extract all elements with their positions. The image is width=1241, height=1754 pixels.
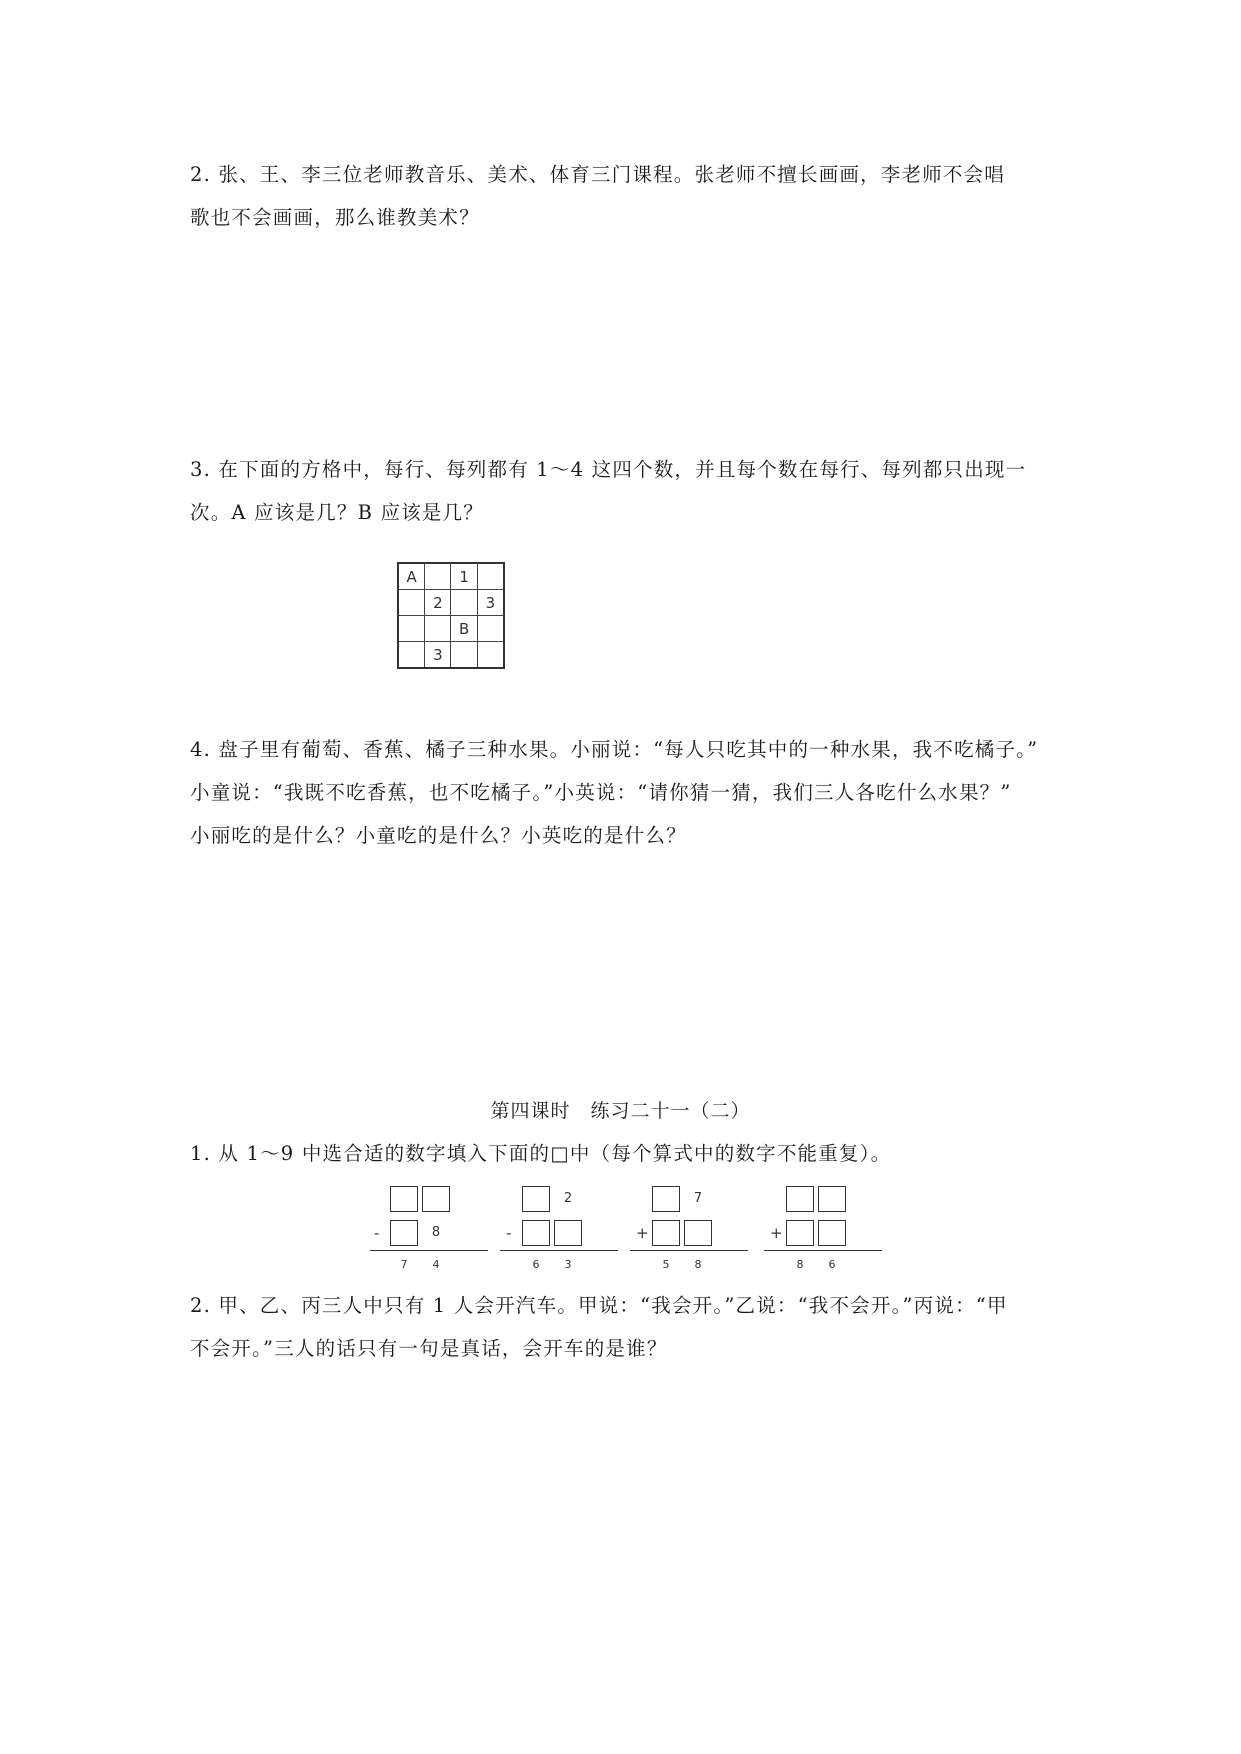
answer-box[interactable] — [422, 1186, 450, 1212]
answer-box[interactable] — [390, 1186, 418, 1212]
result-digit: 8 — [694, 1258, 702, 1271]
grid-cell: B — [451, 616, 477, 642]
grid-cell: 3 — [477, 590, 504, 616]
answer-box[interactable] — [522, 1186, 550, 1212]
grid-cell: 3 — [425, 642, 451, 669]
grid-cell — [398, 642, 425, 669]
grid-cell — [425, 616, 451, 642]
grid-cell — [451, 642, 477, 669]
answer-box[interactable] — [652, 1186, 680, 1212]
operator-sign: + — [770, 1224, 783, 1242]
grid-row — [398, 642, 504, 669]
grid-cell — [398, 616, 425, 642]
s2-text-line-2: 不会开。”三人的话只有一句是真话，会开车的是谁？ — [190, 1337, 668, 1360]
result-digit: 7 — [400, 1258, 408, 1271]
result-digit: 3 — [564, 1258, 572, 1271]
given-digit: 8 — [431, 1225, 441, 1240]
q2-text-line-2: 歌也不会画画，那么谁教美术？ — [190, 206, 480, 229]
answer-box[interactable] — [684, 1220, 712, 1246]
result-digit: 8 — [796, 1258, 804, 1271]
result-digit: 5 — [662, 1258, 670, 1271]
operator-sign: + — [636, 1224, 649, 1242]
grid-cell: 2 — [425, 590, 451, 616]
grid-cell — [398, 590, 425, 616]
s1-text: 1. 从 1～9 中选合适的数字填入下面的□中（每个算式中的数字不能重复）。 — [190, 1142, 892, 1165]
s2-text-line-1: 2. 甲、乙、丙三人中只有 1 人会开汽车。甲说：“我会开。”乙说：“我不会开。”丙说：“甲 — [190, 1294, 1008, 1317]
answer-box[interactable] — [786, 1220, 814, 1246]
grid-cell — [477, 563, 504, 590]
grid-cell: 1 — [451, 563, 477, 590]
arithmetic-puzzle-4 — [764, 1186, 884, 1278]
answer-box[interactable] — [652, 1220, 680, 1246]
sum-line — [370, 1250, 488, 1251]
grid-cell — [477, 642, 504, 669]
number-grid — [397, 562, 505, 669]
answer-box[interactable] — [554, 1220, 582, 1246]
grid-cell — [477, 616, 504, 642]
answer-box[interactable] — [522, 1220, 550, 1246]
answer-box[interactable] — [786, 1186, 814, 1212]
q2-text-line-1: 2. 张、王、李三位老师教音乐、美术、体育三门课程。张老师不擅长画画，李老师不会唱 — [190, 163, 1006, 186]
arithmetic-puzzle-1 — [370, 1186, 490, 1278]
given-digit: 2 — [563, 1191, 573, 1206]
q4-text-line-2: 小童说：“我既不吃香蕉，也不吃橘子。”小英说：“请你猜一猜，我们三人各吃什么水果？” — [190, 781, 1012, 804]
answer-box[interactable] — [818, 1220, 846, 1246]
grid-cell — [451, 590, 477, 616]
operator-sign: - — [374, 1224, 380, 1242]
result-digit: 6 — [828, 1258, 836, 1271]
q3-text-line-1: 3. 在下面的方格中，每行、每列都有 1～4 这四个数，并且每个数在每行、每列都只出现一 — [190, 458, 1027, 481]
answer-box[interactable] — [390, 1220, 418, 1246]
result-digit: 4 — [432, 1258, 440, 1271]
given-digit: 7 — [693, 1191, 703, 1206]
answer-box[interactable] — [818, 1186, 846, 1212]
q3-text-line-2: 次。A 应该是几？B 应该是几？ — [190, 501, 485, 524]
grid-cell — [425, 563, 451, 590]
section-title: 第四课时 练习二十一（二） — [490, 1100, 751, 1122]
arithmetic-puzzle-3 — [630, 1186, 750, 1278]
result-digit: 6 — [532, 1258, 540, 1271]
grid-row — [398, 590, 504, 616]
sum-line — [630, 1250, 748, 1251]
q4-text-line-3: 小丽吃的是什么？小童吃的是什么？小英吃的是什么？ — [190, 824, 687, 847]
grid-cell: A — [398, 563, 425, 590]
grid-row — [398, 563, 504, 590]
sum-line — [500, 1250, 618, 1251]
q4-text-line-1: 4. 盘子里有葡萄、香蕉、橘子三种水果。小丽说：“每人只吃其中的一种水果，我不吃橘子。” — [190, 738, 1039, 761]
arithmetic-puzzle-2 — [500, 1186, 620, 1278]
operator-sign: - — [506, 1224, 512, 1242]
sum-line — [764, 1250, 882, 1251]
grid-row — [398, 616, 504, 642]
